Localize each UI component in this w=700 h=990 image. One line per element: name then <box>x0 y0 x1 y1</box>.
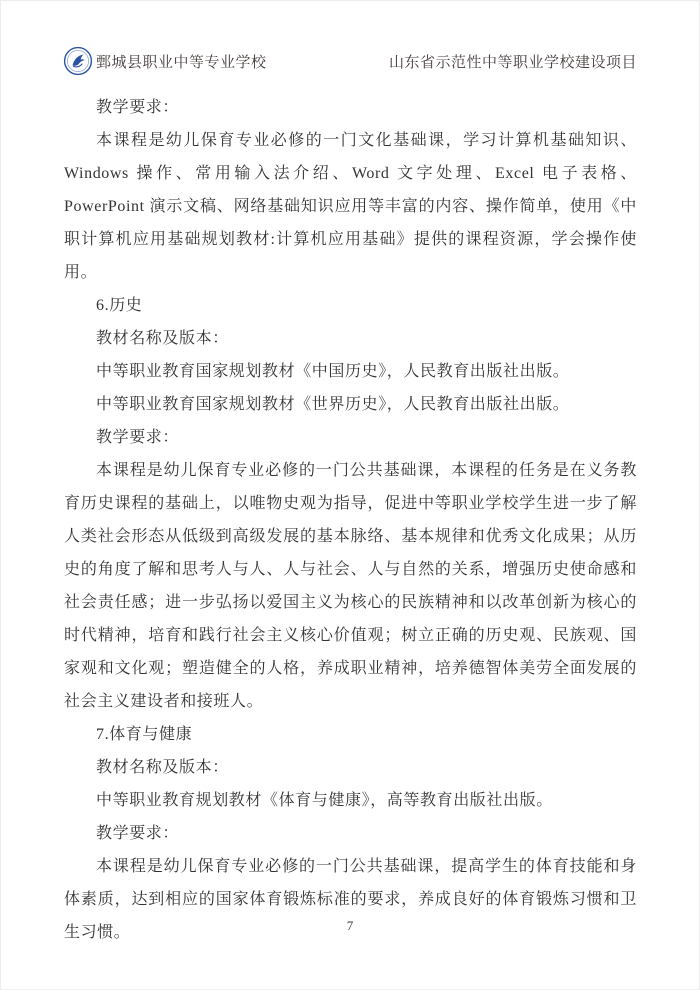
doc-paragraph-textbook-name-heading: 教材名称及版本： <box>96 330 229 347</box>
doc-paragraph-textbook-name-heading: 教材名称及版本： <box>96 759 229 776</box>
doc-paragraph-teaching-requirements-heading: 教学要求： <box>96 99 180 116</box>
doc-paragraph-history-course-description: 本课程是幼儿保育专业必修的一门公共基础课，本课程的任务是在义务教育历史课程的基础上，以唯物史观为指导，促进中等职业学校学生进一步了解人类社会形态从低级到高级发展的基本脉络、基本规律和优秀文化成果；从历史的角度了解和思考人与人、人与社会、人与自然的关系，增强历史使命感和社会责任感；进一步弘扬以爱国主义为核心的民族精神和以改革创新为核心的时代精神，培育和践行社会主义核心价值观；树立正确的历史观、民族观、国家观和文化观；塑造健全的人格，养成职业精神，培养德智体美劳全面发展的社会主义建设者和接班人。 <box>64 462 637 710</box>
document-body <box>64 91 637 949</box>
page-number: 7 <box>346 918 354 933</box>
doc-paragraph-pe-course-description: 本课程是幼儿保育专业必修的一门公共基础课，提高学生的体育技能和身体素质，达到相应的国家体育锻炼标准的要求，养成良好的体育锻炼习惯和卫生习惯。 <box>64 858 637 941</box>
page-header <box>63 43 637 73</box>
school-logo-icon <box>63 46 93 76</box>
header-school-name: 鄄城县职业中等专业学校 <box>96 55 267 71</box>
doc-paragraph-china-history-textbook: 中等职业教育国家规划教材《中国历史》，人民教育出版社出版。 <box>96 363 570 380</box>
doc-paragraph-section-6-history-heading: 6.历史 <box>96 297 143 314</box>
doc-paragraph-pe-health-textbook: 中等职业教育规划教材《体育与健康》，高等教育出版社出版。 <box>96 792 553 809</box>
doc-paragraph-section-7-pe-health-heading: 7.体育与健康 <box>96 726 193 743</box>
doc-paragraph-computer-course-description: 本课程是幼儿保育专业必修的一门文化基础课，学习计算机基础知识、Windows 操作、常用输入法介绍、Word 文字处理、Excel 电子表格、PowerPoint 演示文稿、网络基础知识应用等丰富的内容、操作简单，使用《中职计算机应用基础规划教材:计算机应用基础》提供的课程资源，学会操作使用。 <box>64 132 637 281</box>
page-footer <box>1 917 699 935</box>
header-project-name: 山东省示范性中等职业学校建设项目 <box>388 55 637 71</box>
doc-paragraph-teaching-requirements-heading: 教学要求： <box>96 825 180 842</box>
doc-paragraph-world-history-textbook: 中等职业教育国家规划教材《世界历史》，人民教育出版社出版。 <box>96 396 570 413</box>
doc-paragraph-teaching-requirements-heading: 教学要求： <box>96 429 180 446</box>
